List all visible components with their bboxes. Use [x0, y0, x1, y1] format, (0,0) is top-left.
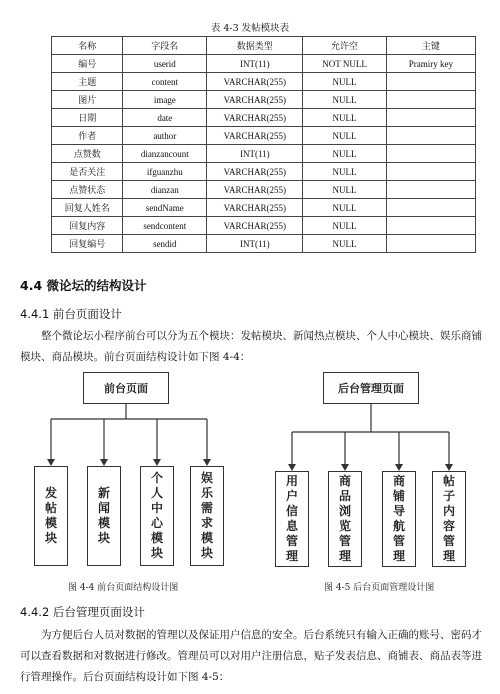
table-cell: 点赞状态 [52, 181, 123, 199]
table-cell: ifguanzhu [123, 163, 207, 181]
module-node-char: 管 [285, 534, 298, 548]
table-cell: INT(11) [207, 145, 303, 163]
table-cell: VARCHAR(255) [207, 217, 303, 235]
table-cell: 是否关注 [52, 163, 123, 181]
module-node-char: 帖 [442, 474, 455, 488]
module-node [140, 466, 174, 566]
table-cell: NULL [303, 109, 386, 127]
module-node-char: 乐 [200, 486, 213, 500]
module-node-char: 求 [200, 516, 213, 530]
table-cell: NULL [303, 181, 386, 199]
module-node [275, 471, 309, 567]
table-cell: Pramiry key [386, 55, 475, 73]
section-heading-4-4: 4.4 微论坛的结构设计 [20, 278, 147, 293]
table-cell: NULL [303, 73, 386, 91]
table-cell: NULL [303, 163, 386, 181]
section-heading-4-4-1: 4.4.1 前台页面设计 [20, 307, 122, 321]
module-node-char: 理 [338, 549, 351, 563]
module-node-char: 管 [338, 534, 351, 548]
module-node-char: 模 [44, 516, 57, 530]
module-node-char: 息 [285, 519, 298, 533]
header-cell: 允许空 [303, 37, 386, 55]
module-node-char: 块 [150, 546, 163, 560]
table-cell: dianzancount [123, 145, 207, 163]
module-node-char: 铺 [392, 489, 405, 503]
module-node-char: 导 [392, 504, 405, 518]
paragraph-4-4-1: 整个微论坛小程序前台可以分为五个模块：发帖模块、新闻热点模块、个人中心模块、娱乐商铺模块、商品模块。前台页面结构设计如下图 4-4： [20, 330, 482, 363]
table-cell: NULL [303, 235, 386, 253]
table-cell: 回复人姓名 [52, 199, 123, 217]
table-cell: VARCHAR(255) [207, 181, 303, 199]
table-cell: NULL [303, 145, 386, 163]
section-heading-4-4-2: 4.4.2 后台管理页面设计 [20, 605, 145, 619]
table-cell: sendcontent [123, 217, 207, 235]
table-cell: NULL [303, 127, 386, 145]
table-cell: 主题 [52, 73, 123, 91]
module-node [432, 471, 466, 567]
table-cell: 图片 [52, 91, 123, 109]
table-cell: 日期 [52, 109, 123, 127]
module-node-char: 模 [97, 516, 110, 530]
backend-root-node: 后台管理页面 [323, 372, 419, 404]
table-cell: VARCHAR(255) [207, 109, 303, 127]
module-node-char: 个 [150, 471, 163, 485]
paragraph-4-4-2: 为方便后台人员对数据的管理以及保证用户信息的安全。后台系统只有输入正确的账号、密码才可以查看数据和对数据进行修改。管理员可以对用户注册信息，贴子发表信息、商铺表、商品表等进行管理操作。后台页面结构设计如下图 4-5： [20, 629, 482, 683]
module-node-char: 需 [200, 501, 213, 515]
module-node-char: 新 [97, 486, 110, 500]
module-node-char: 子 [442, 489, 455, 503]
table-cell: sendName [123, 199, 207, 217]
frontend-root-node: 前台页面 [83, 372, 169, 404]
header-cell: 数据类型 [207, 37, 303, 55]
module-node-char: 模 [150, 531, 163, 545]
table-cell: 点赞数 [52, 145, 123, 163]
table-cell: VARCHAR(255) [207, 91, 303, 109]
table-cell: userid [123, 55, 207, 73]
module-node [87, 466, 121, 566]
module-node [190, 466, 224, 566]
table-cell: dianzan [123, 181, 207, 199]
header-cell: 名称 [52, 37, 123, 55]
module-node-char: 内 [442, 504, 455, 518]
module-node-char: 管 [392, 534, 405, 548]
table-cell: 作者 [52, 127, 123, 145]
table-cell: NULL [303, 91, 386, 109]
module-node-char: 中 [150, 501, 163, 515]
table-cell: VARCHAR(255) [207, 163, 303, 181]
table-cell: author [123, 127, 207, 145]
module-node-char: 理 [442, 549, 455, 563]
module-node-char: 块 [44, 531, 57, 545]
table-cell: VARCHAR(255) [207, 199, 303, 217]
module-node [382, 471, 416, 567]
table-cell: VARCHAR(255) [207, 127, 303, 145]
module-node-char: 航 [392, 519, 405, 533]
table-cell: 编号 [52, 55, 123, 73]
module-node-char: 户 [285, 489, 298, 503]
header-cell: 主键 [386, 37, 475, 55]
module-node-char: 发 [44, 486, 57, 500]
module-node-char: 块 [200, 546, 213, 560]
table-cell: 回复编号 [52, 235, 123, 253]
module-node-char: 心 [150, 516, 163, 530]
table-cell: VARCHAR(255) [207, 73, 303, 91]
module-node-char: 人 [150, 486, 163, 500]
table-cell: 回复内容 [52, 217, 123, 235]
table-cell: NOT NULL [303, 55, 386, 73]
table-cell: NULL [303, 199, 386, 217]
module-node-char: 模 [200, 531, 213, 545]
module-node-char: 浏 [338, 504, 351, 518]
table-cell: image [123, 91, 207, 109]
table-cell: sendid [123, 235, 207, 253]
module-node-char: 帖 [44, 501, 57, 515]
module-node-char: 信 [285, 504, 298, 518]
table-cell: content [123, 73, 207, 91]
module-node-char: 览 [338, 519, 351, 533]
module-node-char: 娱 [200, 471, 213, 485]
table-caption: 表 4-3 发帖模块表 [210, 23, 290, 34]
table-cell: INT(11) [207, 55, 303, 73]
module-node-char: 商 [392, 474, 405, 488]
module-node-char: 容 [442, 519, 455, 533]
table-cell: NULL [303, 217, 386, 235]
module-node-char: 块 [97, 531, 110, 545]
module-node-char: 商 [338, 474, 351, 488]
module-node-char: 用 [285, 474, 298, 488]
table-cell: date [123, 109, 207, 127]
figure-4-4-caption: 图 4-4 前台页面结构设计图 [68, 583, 179, 593]
module-node [34, 466, 68, 566]
module-node-char: 闻 [97, 501, 110, 515]
header-cell: 字段名 [123, 37, 207, 55]
module-node-char: 理 [392, 549, 405, 563]
module-node-char: 理 [285, 549, 298, 563]
module-node-char: 管 [442, 534, 455, 548]
module-node-char: 品 [338, 489, 351, 503]
figure-4-5-caption: 图 4-5 后台页面管理设计图 [324, 583, 435, 593]
table-cell: INT(11) [207, 235, 303, 253]
module-node [328, 471, 362, 567]
